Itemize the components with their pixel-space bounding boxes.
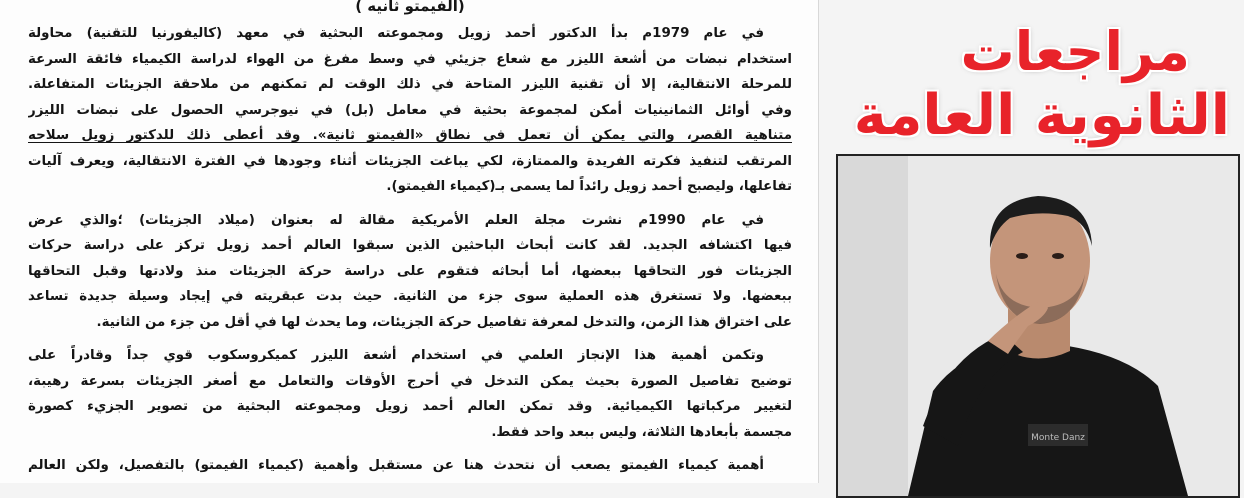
document-text (28, 0, 792, 483)
paragraph-1979 (28, 21, 792, 200)
brand-title-line-1: مراجعات (960, 20, 1190, 83)
paragraph-line: وتكمن أهمية هذا الإنجاز العلمي في استخدام أشعة الليزر كميكروسكوب قوي جداً وقادراً على (28, 348, 764, 363)
paragraph-line: توضيح تفاصيل الصورة بحيث يمكن التدخل في أحرج الأوقات والتعامل مع أصغر الجزيئات بسرعة رهيبة، (28, 373, 792, 389)
paragraph-line: المرتقب لتنفيذ فكرته الفريدة والممتازة، لكي يباغت الجزيئات أثناء وجودها في الفترة الانتقالية، ويعرف آليات (28, 153, 792, 169)
presenter-figure (838, 156, 1238, 496)
channel-brand (820, 20, 1230, 148)
paragraph-line: على اختراق هذا الزمن، والتدخل لمعرفة تفاصيل حركة الجزيئات، وما يحدث لها في أقل من جزء من الثانية. (96, 314, 792, 330)
paragraph-line: وفي أوائل الثمانينيات أمكن لمجموعة بحثية في معامل (بل) في نيوجرسي الحصول على نبضات الليزر (28, 102, 792, 118)
video-background-shade (838, 156, 908, 496)
paragraph-line: استخدام نبضات من أشعة الليزر مع شعاع جزيئي في وسط مفرغ من الهواء لدراسة الكيمياء فائقة السرعة (28, 51, 792, 67)
paragraph-line: الجزيئات فور التحاقها ببعضها، أما أبحاثه فتقوم على دراسة حركة الجزيئات منذ ولادتها وقبل التحاقها (28, 263, 792, 279)
presenter-eye-left (1016, 253, 1028, 259)
paragraph-line: تفاعلها، وليصبح أحمد زويل رائداً لما يسمى بـ(كيمياء الفيمتو). (386, 179, 792, 194)
paragraph-1990 (28, 208, 792, 336)
presenter-video (836, 154, 1240, 498)
paragraph-line: لتغيير مركباتها الكيميائية. وقد تمكن العالم أحمد زويل ومجموعته البحثية من تصوير الجزيء كصورة (28, 399, 792, 414)
paragraph-line: فيها اكتشافه الجديد. لقد كانت أبحاث الباحثين الذين سبقوا العالم أحمد زويل تركز على دراسة حركات (28, 238, 792, 253)
brand-title-line-2: الثانوية العامة (853, 83, 1230, 148)
paragraph-line: ببعضها. ولا تستغرق هذه العملية سوى جزء من الثانية. حيث بدت عبقريته في إيجاد وسيلة جديدة تساعد (28, 289, 792, 304)
paragraph-line: للمرحلة الانتقالية، إلا أن تقنية الليزر المتاحة في ذلك الوقت لم تمكنهم من ملاحقة الجزيئات المتفاعلة. (28, 77, 792, 92)
paragraph-femto-chemistry (28, 453, 792, 479)
paragraph-line: في عام 1990م نشرت مجلة العلم الأمريكية مقالة له بعنوان (ميلاد الجزيئات) ؛والذي عرض (28, 212, 764, 228)
paragraph-line: في عام 1979م بدأ الدكتور أحمد زويل ومجموعته البحثية في معهد (كاليفورنيا للتقنية) محاولة (28, 26, 764, 41)
shirt-print-text: Monte Danz (1031, 433, 1085, 443)
document-title: (الفيمتو ثانيه ) (355, 0, 465, 15)
paragraph-line-underlined: متناهية القصر، والتي يمكن أن تعمل في نطاق «الفيمتو ثانية». وقد أعطى ذلك للدكتور زويل سلاحه (28, 128, 792, 143)
presenter-eye-right (1052, 253, 1064, 259)
paragraph-line: أهمية كيمياء الفيمتو يصعب أن نتحدث هنا عن مستقبل وأهمية (كيمياء الفيمتو) بالتفصيل، ولكن العالم (28, 458, 764, 473)
paragraph-line: مجسمة بأبعادها الثلاثة، وليس ببعد واحد فقط. (491, 424, 792, 440)
paragraph-importance (28, 343, 792, 445)
